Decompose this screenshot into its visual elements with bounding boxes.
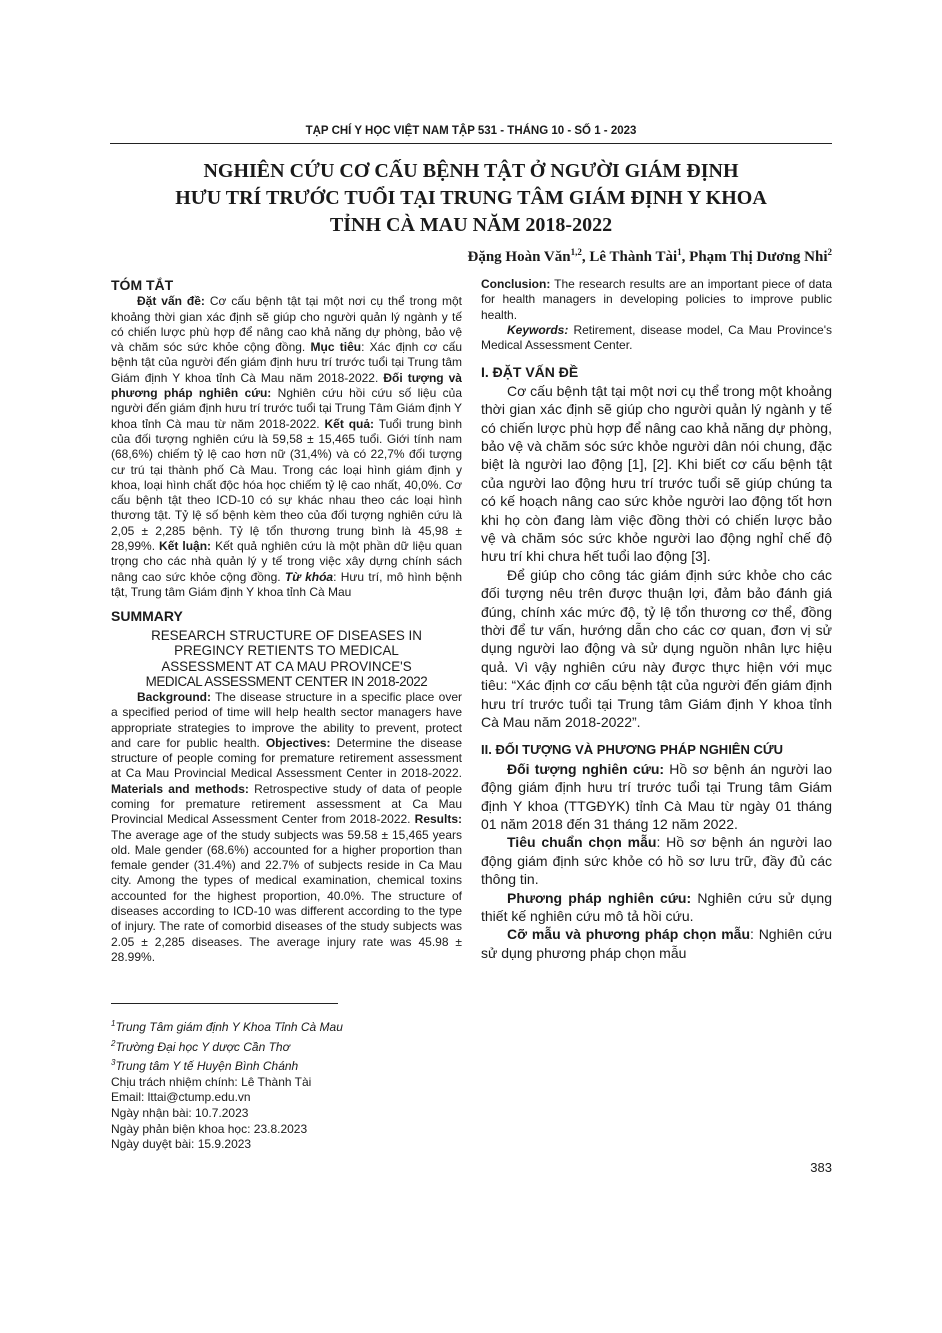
email: Email: lttai@ctump.edu.vn (111, 1090, 251, 1105)
date-accepted: Ngày duyệt bài: 15.9.2023 (111, 1137, 252, 1152)
method-text: : Hồ sơ bệnh án người lao động giám định sức khỏe có hồ sơ lưu trữ, đầy đủ các thông tin. (481, 834, 832, 888)
summary-label: Keywords: (507, 322, 569, 337)
summary-title-line: MEDICAL ASSESSMENT CENTER IN 2018-2022 (145, 674, 428, 690)
page-number: 383 (810, 1160, 832, 1175)
author-affiliation: 1,2 (570, 247, 582, 257)
section-1-heading: I. ĐẶT VẤN ĐỀ (481, 364, 579, 381)
summary-text: The disease structure in a specific place over a specified period of time will help health sector managers have appropriate strategies to improve the ability to prevent, protect and care for public health. (111, 689, 462, 750)
summary-keywords (481, 323, 832, 354)
affiliation-marker: 1 (111, 1019, 116, 1028)
footnote-separator (111, 1003, 338, 1004)
summary-label: Conclusion: (481, 277, 551, 291)
summary-text: Retrospective study of data of people coming for premature retirement assessment at Ca Mau Provincial Medical Assessment Center from 2018-2022. (111, 781, 462, 827)
method-text: : Nghiên cứu sử dụng phương pháp chọn mẫu (481, 926, 832, 961)
summary-label: Results: (414, 812, 462, 827)
corresponding-author: Chịu trách nhiệm chính: Lê Thành Tài (111, 1074, 312, 1089)
affiliation-marker: 2 (111, 1038, 116, 1048)
summary-label: Objectives: (265, 735, 331, 750)
summary-text: The average age of the study subjects was 59.58 ± 15,465 years old. Male gender (68.6%) accounted for a higher proportion than female gender (31.4%) and 22.7% of subjects reside in Ca Mau city. Among the types of medical examination, chemical toxins accounted for the highest proportion, 40.0%. The structure of diseases according to ICD-10 was different according to the type of injury. The rate of comorbid diseases of the study subjects was 2.05 ± 2,285 diseases. The average injury rate was 45.98 ± 28.99%. (111, 827, 462, 964)
right-column (481, 277, 832, 962)
article-title (110, 158, 832, 239)
footnotes (111, 1003, 462, 1153)
affiliation-3 (111, 1055, 462, 1075)
abstract-text: : Xác định cơ cấu bệnh tật của người đến giám định hưu trí trước tuổi tại Trung tâm Giám định Y khoa tỉnh Cà Mau năm 2018-2022. (111, 340, 462, 385)
section-1-body (481, 382, 832, 732)
paragraph: Để giúp cho công tác giám định sức khỏe cho các đối tượng nêu trên được thuận lợi, đảm bảo đánh giá đúng, chính xác mức độ, tỷ lệ tổn thương cơ thể, đồng thời để tư vấn, hướng dẫn cho các cơ quan, đơn vị sử dụng người lao động và sử dụng nguồn nhân lực hiệu quả. Vì vậy nghiên cứu này được thực hiện với mục tiêu: “Xác định cơ cấu bệnh tật của người đến giám định hưu trí trước tuổi tại Trung tâm Giám định Y khoa tỉnh Cà Mau năm 2018-2022”. (481, 566, 832, 731)
abstract-text: Cơ cấu bệnh tật tại một nơi cụ thể trong một khoảng thời gian xác định sẽ giúp cho người quản lý ngành y tế có chiến lược phù hợp để nâng cao khả năng dự phòng, bảo vệ và chăm sóc sức khỏe cộng đồng. (111, 294, 462, 355)
author-name: Lê Thành Tài (589, 249, 678, 265)
summary-label: Background: (137, 689, 212, 704)
author-name: Phạm Thị Dương Nhi (689, 249, 828, 265)
left-column (111, 278, 462, 965)
abstract-label: Từ khóa (284, 569, 334, 584)
abstract-text: Kết quả nghiên cứu là một phần dữ liệu quan trọng cho các nhà quản lý y tế trong việc xây dựng chính sách nâng cao sức khỏe cộng đồng. (111, 539, 462, 584)
summary-text: Retirement, disease model, Ca Mau Province's Medical Assessment Center. (481, 322, 832, 353)
summary-text: The research results are an important piece of data for health managers in developing policies to improve public health. (481, 277, 832, 322)
summary-heading: SUMMARY (111, 608, 183, 625)
method-label: Đối tượng nghiên cứu: (507, 760, 665, 777)
paragraph (481, 833, 832, 888)
abstract-label: Mục tiêu (310, 340, 362, 355)
abstract-text: Tuổi trung bình của đối tượng nghiên cứu là 59,58 ± 15,465 tuổi. Giới tính nam (68,6%) chiếm tỷ lệ cao hơn nữ (31,4%) và có 22,7% đối tượng cư trú tại thành phố Cà Mau. Trong các loại hình giám định y khoa, loại hình chất độc hóa học chiếm tỷ lệ cao nhất, 40,0%. Cơ cấu bệnh tật theo ICD-10 có sự khác nhau theo các loại hình thương tật. Tỷ lệ số bệnh kèm theo của đối tượng nghiên cứu là 2,05 ± 2,285 bệnh. Tỷ lệ tổn thương trung bình là 45,98 ± 28,99%. (111, 416, 463, 554)
author-name: Đặng Hoàn Văn (467, 249, 571, 265)
abstract-label: Kết luận: (159, 539, 212, 554)
abstract-text: : Hưu trí, mô hình bệnh tật, Trung tâm Giám định Y khoa tỉnh Cà Mau (111, 569, 462, 599)
summary-body (111, 690, 462, 965)
summary-label: Materials and methods: (111, 781, 249, 796)
author-list: Đặng Hoàn Văn$^{1,2}$, Lê Thành Tài$^1$, Phạm Thị Dương Nhi$^2$ (467, 247, 832, 265)
paragraph (481, 925, 832, 962)
summary-conclusion (481, 277, 832, 323)
method-label: Phương pháp nghiên cứu: (507, 889, 692, 906)
section-2-body (481, 760, 832, 962)
summary-title-line: ASSESSMENT AT CA MAU PROVINCE'S (161, 658, 412, 674)
section-2-heading: II. ĐỐI TƯỢNG VÀ PHƯƠNG PHÁP NGHIÊN CỨU (481, 741, 784, 757)
summary-title-line: PREGINCY RETIENTS TO MEDICAL (174, 643, 399, 659)
paragraph: Cơ cấu bệnh tật tại một nơi cụ thể trong một khoảng thời gian xác định sẽ giúp cho người quản lý ngành y tế có chiến lược phù hợp để nâng cao khả năng dự phòng, bảo vệ và chăm sóc sức khỏe người dân nói chung, đặc biệt là người lao động [1], [2]. Khi biết cơ cấu bệnh tật của người lao động hưu trí trước tuổi sẽ giúp chúng ta có kế hoạch nâng cao sức khỏe người lao động tốt hơn khi họ còn đang làm việc đồng thời có chiến lược bảo vệ và chăm sóc sức khỏe người lao động nghỉ chế độ hưu trí khi chưa hết tuổi lao động [3]. (481, 382, 832, 565)
abstract-vi-heading: TÓM TẮT (111, 277, 174, 293)
abstract-text: Nghiên cứu hồi cứu số liệu của người đến giám định hưu trí trước tuổi tại Trung Tâm Giám định Y khoa tỉnh Cà mau từ năm 2018-2022. (111, 386, 462, 431)
author-affiliation: 1 (677, 247, 682, 257)
title-line-1: NGHIÊN CỨU CƠ CẤU BỆNH TẬT Ở NGƯỜI GIÁM ĐỊNH (203, 160, 739, 182)
title-line-3: TỈNH CÀ MAU NĂM 2018-2022 (329, 214, 613, 236)
abstract-label: Đối tượng và phương pháp nghiên cứu: (111, 370, 462, 401)
method-text: Nghiên cứu sử dụng thiết kế nghiên cứu mô tả hồi cứu. (481, 889, 832, 925)
affiliation-marker: 3 (111, 1058, 116, 1068)
abstract-label: Kết quả: (324, 416, 375, 431)
summary-title-line: RESEARCH STRUCTURE OF DISEASES IN (151, 627, 422, 643)
affiliation-2 (111, 1036, 462, 1056)
header-rule (110, 143, 832, 144)
affiliation-text: Trường Đại học Y dược Cần Thơ (115, 1039, 290, 1054)
title-line-2: HƯU TRÍ TRƯỚC TUỔI TẠI TRUNG TÂM GIÁM ĐỊNH Y KHOA (175, 187, 767, 209)
method-label: Cỡ mẫu và phương pháp chọn mẫu (507, 926, 751, 943)
abstract-vi-body (111, 294, 462, 600)
summary-text: Determine the disease structure of people coming for premature retirement assessment at Ca Mau Provincial Medical Assessment Center in 2018-2022. (111, 735, 462, 781)
author-affiliation: 2 (827, 247, 832, 257)
affiliation-1 (111, 1016, 462, 1036)
method-label: Tiêu chuẩn chọn mẫu (507, 834, 657, 851)
abstract-label: Đặt vấn đề: (137, 294, 205, 309)
summary-title (111, 628, 462, 690)
affiliation-text: Trung Tâm giám định Y Khoa Tỉnh Cà Mau (115, 1020, 343, 1034)
date-received: Ngày nhận bài: 10.7.2023 (111, 1105, 249, 1120)
affiliation-text: Trung tâm Y tế Huyện Bình Chánh (115, 1059, 299, 1074)
paragraph (481, 889, 832, 926)
paragraph (481, 760, 832, 834)
date-reviewed: Ngày phản biện khoa học: 23.8.2023 (111, 1121, 308, 1136)
method-text: Hồ sơ bệnh án người lao động giám định hưu trí trước tuổi tại Trung tâm Giám định Y khoa (TTGĐYK) tỉnh Cà Mau từ ngày 01 tháng 01 năm 2018 đến 31 tháng 12 năm 2022. (481, 760, 832, 833)
journal-header: TẠP CHÍ Y HỌC VIỆT NAM TẬP 531 - THÁNG 10 - SỐ 1 - 2023 (305, 125, 637, 137)
